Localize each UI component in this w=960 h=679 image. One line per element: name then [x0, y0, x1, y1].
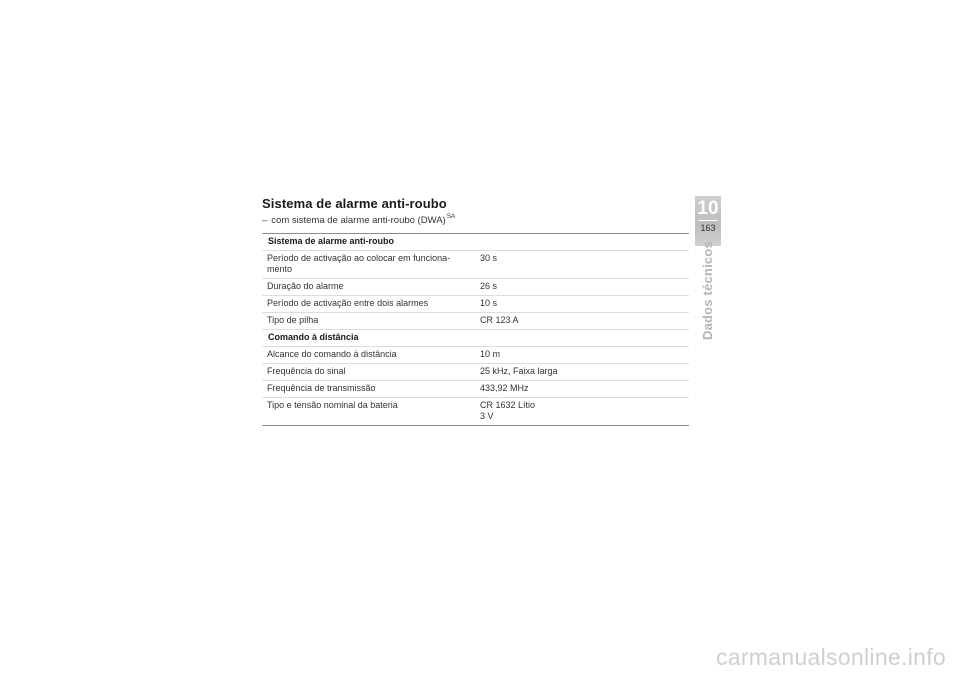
row-value: 25 kHz, Faixa larga — [480, 366, 558, 376]
subtitle-dash: – — [262, 215, 268, 226]
chapter-divider — [698, 220, 718, 221]
chapter-number: 10 — [697, 198, 719, 219]
table-row — [262, 278, 689, 295]
row-value: CR 1632 Lítio — [480, 400, 536, 410]
page-number: 163 — [700, 223, 716, 233]
row-value: 30 s — [480, 253, 498, 263]
row-label: Tipo e tensão nominal da bateria — [267, 400, 398, 410]
subtitle — [262, 213, 455, 226]
row-value: 433,92 MHz — [480, 383, 529, 393]
row-value: 10 s — [480, 298, 498, 308]
chapter-label-text: Dados técnicos — [700, 241, 715, 340]
table-row — [262, 250, 689, 278]
row-value: 10 m — [480, 349, 501, 359]
table-row — [262, 397, 689, 425]
row-value-group — [480, 400, 689, 422]
table-row — [262, 312, 689, 329]
table-group-heading: Comando à distância — [262, 329, 689, 346]
table-row — [262, 380, 689, 397]
row-label: Período de activação ao colocar em funciona-mento — [267, 253, 451, 274]
row-label: Duração do alarme — [267, 281, 344, 291]
table-row — [262, 346, 689, 363]
row-label: Alcance do comando à distância — [267, 349, 397, 359]
table-group-heading: Sistema de alarme anti-roubo — [268, 236, 395, 246]
row-value-secondary: 3 V — [480, 411, 494, 421]
row-label: Frequência do sinal — [267, 366, 346, 376]
table-row — [262, 295, 689, 312]
row-label: Período de activação entre dois alarmes — [267, 298, 429, 308]
row-value: 26 s — [480, 281, 498, 291]
section-title: Sistema de alarme anti-roubo — [262, 196, 447, 211]
watermark: carmanualsonline.info — [715, 644, 946, 670]
row-label: Tipo de pilha — [267, 315, 319, 325]
table-row — [262, 363, 689, 380]
row-label: Frequência de transmissão — [267, 383, 376, 393]
row-value: CR 123 A — [480, 315, 519, 325]
chapter-tab — [695, 196, 721, 246]
spec-table — [262, 233, 689, 426]
subtitle-superscript: SA — [446, 213, 456, 220]
subtitle-text: com sistema de alarme anti-roubo (DWA) — [271, 215, 446, 226]
